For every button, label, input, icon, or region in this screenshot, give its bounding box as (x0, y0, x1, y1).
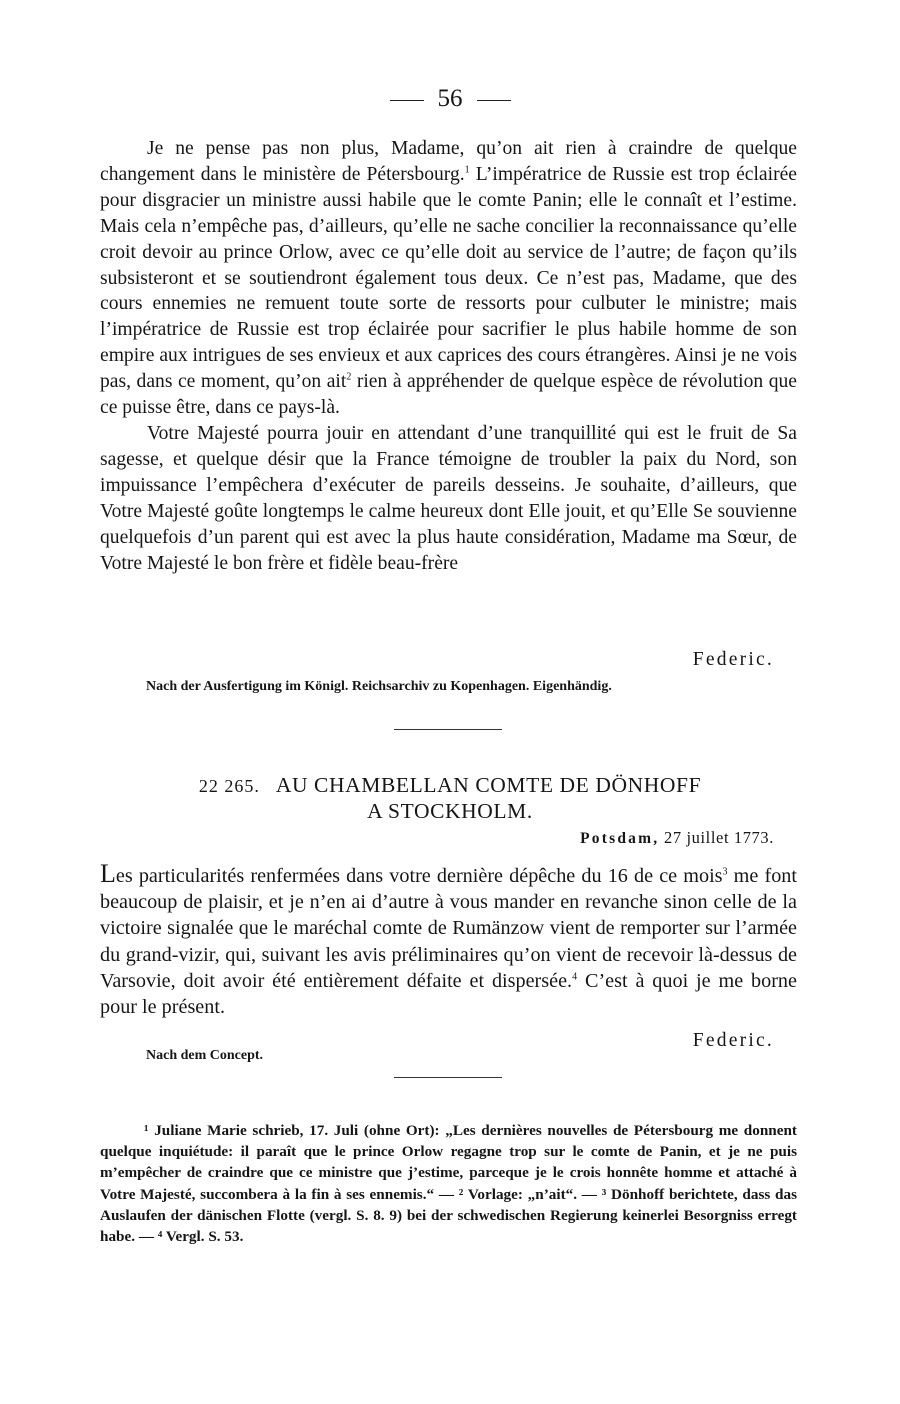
letter1-paragraph-1 (100, 136, 797, 421)
letter1-p1-text-a: Je ne pense pas non plus, Madame, qu’on ait rien à craindre de quelque changement dans le ministère de Pétersbourg. (100, 138, 797, 185)
letter2-heading (0, 772, 900, 799)
letter2-body (100, 861, 797, 1020)
letter1-p1-text-c: rien à appréhender de quelque espèce de révolution que ce puisse être, dans ce pays-là. (100, 371, 797, 419)
letter2-paragraph (100, 861, 797, 1020)
letter2-heading-line1: AU CHAMBELLAN COMTE DE DÖNHOFF (275, 773, 702, 797)
footnote-ref-1: 1 (464, 164, 470, 176)
footnote-ref-3: 3 (722, 866, 728, 878)
letter2-heading-line2: A STOCKHOLM. (367, 799, 533, 823)
letter2-text-a: es particularités renfermées dans votre dernière dépêche du 16 de ce mois (115, 865, 723, 887)
footnote-block: ¹ Juliane Marie schrieb, 17. Juli (ohne Ort): „Les dernières nouvelles de Pétersbourg me donnent quelque inquiétude: il paraît que le prince Orlow regagne trop sur le comte de Panin, et je ne puis m’empêcher de craindre que ce ministre que j’estime, parceque je le crois honnête homme et attaché à Votre Majesté, succombera à la fin à ses ennemis.“ — ² Vorlage: „n’ait“. — ³ Dönhoff berichtete, dass das Auslaufen der dänischen Flotte (vergl. S. 8. 9) bei der schwedischen Regierung keinerlei Besorgniss erregt habe. — ⁴ Vergl. S. 53. (100, 1122, 797, 1246)
section-divider-2 (394, 1077, 502, 1078)
page-number-dash-right (477, 100, 511, 101)
letter2-source-note: Nach dem Concept. (146, 1048, 264, 1063)
section-divider-1 (394, 729, 502, 730)
page-number: 56 (437, 85, 463, 112)
letter2-initial: L (100, 859, 116, 888)
letter2-date: 27 juillet 1773. (664, 828, 774, 847)
footnotes (100, 1120, 797, 1247)
footnote-ref-2: 2 (346, 371, 352, 383)
letter2-text-c: C’est à quoi je me borne pour le présent. (100, 969, 797, 1019)
letter2-dateline (580, 828, 774, 848)
letter2-number: 22 265. (198, 776, 260, 796)
footnote-ref-4: 4 (572, 971, 578, 983)
page-number-dash-left (390, 100, 424, 101)
letter1-paragraph-2: Votre Majesté pourra jouir en attendant d’une tranquillité qui est le fruit de Sa sagesse, et quelque désir que la France témoigne de troubler la paix du Nord, son impuissance l’empêchera d’exécuter de pareils desseins. Je souhaite, d’ailleurs, que Votre Majesté goûte longtemps le calme heureux dont Elle jouit, et qu’Elle Se souvienne quelquefois d’un parent qui est avec la plus haute considération, Madame ma Sœur, de Votre Majesté le bon frère et fidèle beau-frère (100, 422, 797, 574)
letter1-body (100, 136, 797, 576)
letter1-source-note: Nach der Ausfertigung im Königl. Reichsarchiv zu Kopenhagen. Eigenhändig. (146, 679, 612, 694)
letter1-signature: Federic. (692, 649, 774, 670)
letter1-p1-text-b: L’impératrice de Russie est trop éclairée pour disgracier un ministre aussi habile que le comte Panin; elle le connaît et l’estime. Mais cela n’empêche pas, d’ailleurs, qu’elle ne sache concilier la reconnaissance qu’elle croit devoir au prince Orlow, avec ce qu’elle doit au service de l’autre; de façon qu’ils subsisteront et se soutiendront également tous deux. Ce n’est pas, Madame, que des cours ennemies ne remuent toute sorte de ressorts pour culbuter le ministre; mais l’impératrice de Russie est trop éclairée pour sacrifier le plus habile homme de son empire aux intrigues de ses envieux et aux caprices des cours étrangères. Ainsi je ne vois pas, dans ce moment, qu’on ait (100, 163, 797, 393)
letter2-signature: Federic. (692, 1030, 774, 1051)
letter2-date-place: Potsdam, (580, 830, 660, 847)
letter2-text-b: me font beaucoup de plaisir, et je n’en ai d’autre à vous mander en revanche sinon celle de la victoire signalée que le maréchal comte de Rumänzow vient de remporter sur l’armée du grand-vizir, qui, suivant les avis préliminaires qu’on vient de recevoir là-dessus de Varsovie, doit avoir été entièrement défaite et dispersée. (100, 865, 797, 992)
page-number-line (0, 84, 900, 114)
